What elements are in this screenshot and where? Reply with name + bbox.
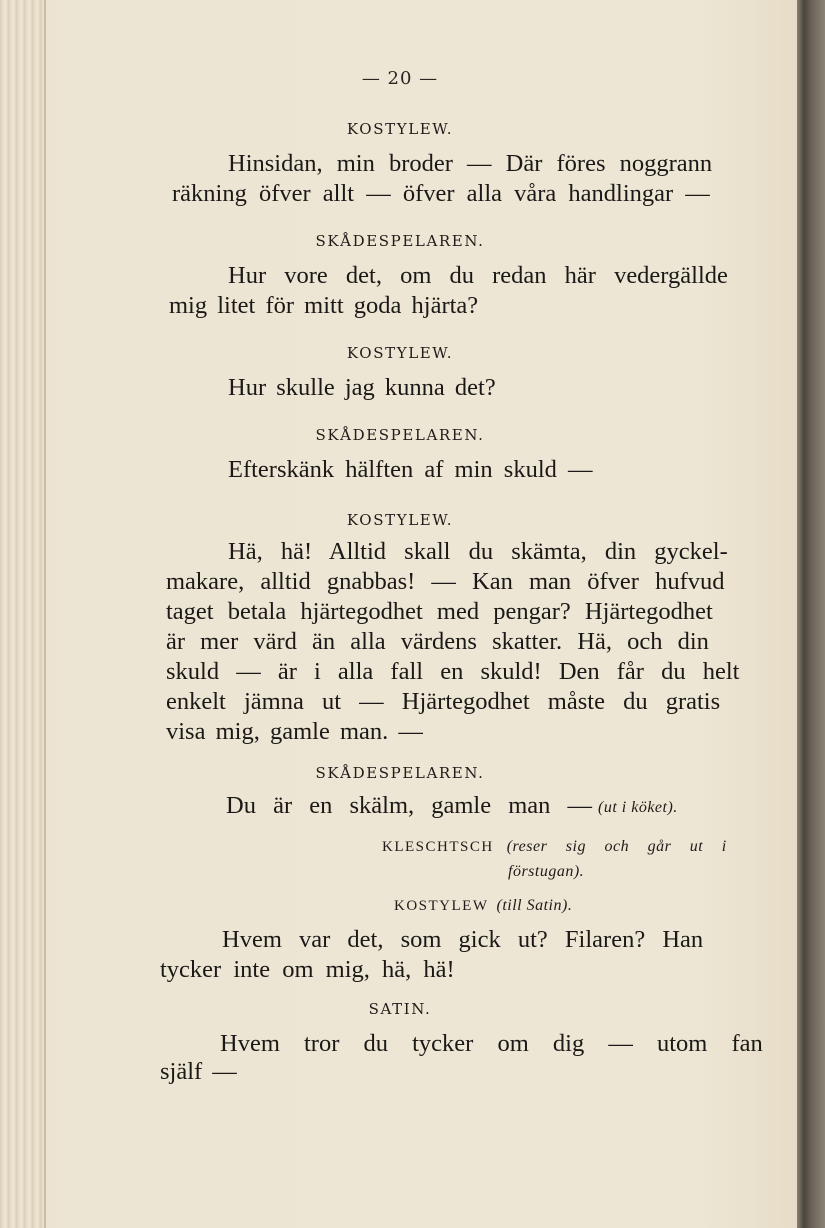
- speaker-heading: SKÅDESPELAREN.: [315, 232, 485, 250]
- stage-direction: (till Satin).: [496, 897, 573, 914]
- dialogue-line: räkning öfver allt — öfver alla våra handlingar —: [172, 180, 710, 207]
- stage-direction: (reser sig och går ut i: [506, 838, 727, 855]
- dialogue-line: Hur skulle jag kunna det?: [228, 374, 496, 401]
- speaker-heading: KOSTYLEW.: [346, 120, 454, 138]
- dialogue-line: mig litet för mitt goda hjärta?: [169, 292, 479, 319]
- speaker-heading: SKÅDESPELAREN.: [315, 426, 485, 444]
- dialogue-line: Hinsidan, min broder — Där föres noggrann: [228, 150, 713, 177]
- dialogue-line: Du är en skälm, gamle man —: [226, 792, 593, 819]
- dialogue-line: själf —: [160, 1058, 237, 1085]
- speaker-heading: KOSTYLEW.: [346, 344, 454, 362]
- speaker-heading: SKÅDESPELAREN.: [315, 764, 485, 782]
- dialogue-line: Hvem tror du tycker om dig — utom fan: [220, 1030, 763, 1057]
- printed-page: [46, 0, 797, 1228]
- speaker-heading: SATIN.: [368, 1000, 432, 1018]
- dialogue-line: taget betala hjärtegodhet med pengar? Hjärtegodhet: [166, 598, 713, 625]
- dialogue-line: enkelt jämna ut — Hjärtegodhet måste du gratis: [166, 688, 721, 715]
- dialogue-line: Hvem var det, som gick ut? Filaren? Han: [222, 926, 704, 953]
- dialogue-line: tycker inte om mig, hä, hä!: [160, 956, 455, 983]
- speaker-heading: KOSTYLEW.: [346, 511, 454, 529]
- stage-direction: (ut i köket).: [598, 799, 678, 816]
- dialogue-line: visa mig, gamle man. —: [166, 718, 423, 745]
- stage-direction: förstugan).: [508, 863, 585, 880]
- page-number: — 20 —: [361, 68, 439, 89]
- speaker-heading: KOSTYLEW (till Satin).: [394, 897, 573, 914]
- dialogue-line: makare, alltid gnabbas! — Kan man öfver hufvud: [166, 568, 725, 595]
- dialogue-line: skuld — är i alla fall en skuld! Den får du helt: [166, 658, 740, 685]
- page-stack-edges: [0, 0, 45, 1228]
- speaker-heading: KLESCHTSCH (reser sig och går ut i: [382, 838, 727, 855]
- dialogue-line: är mer värd än alla värdens skatter. Hä, och din: [166, 628, 709, 655]
- binding-shadow: [797, 0, 825, 1228]
- dialogue-line: Efterskänk hälften af min skuld —: [228, 456, 593, 483]
- dialogue-line: Hä, hä! Alltid skall du skämta, din gyckel-: [228, 538, 728, 565]
- dialogue-line: Hur vore det, om du redan här vedergällde: [228, 262, 728, 289]
